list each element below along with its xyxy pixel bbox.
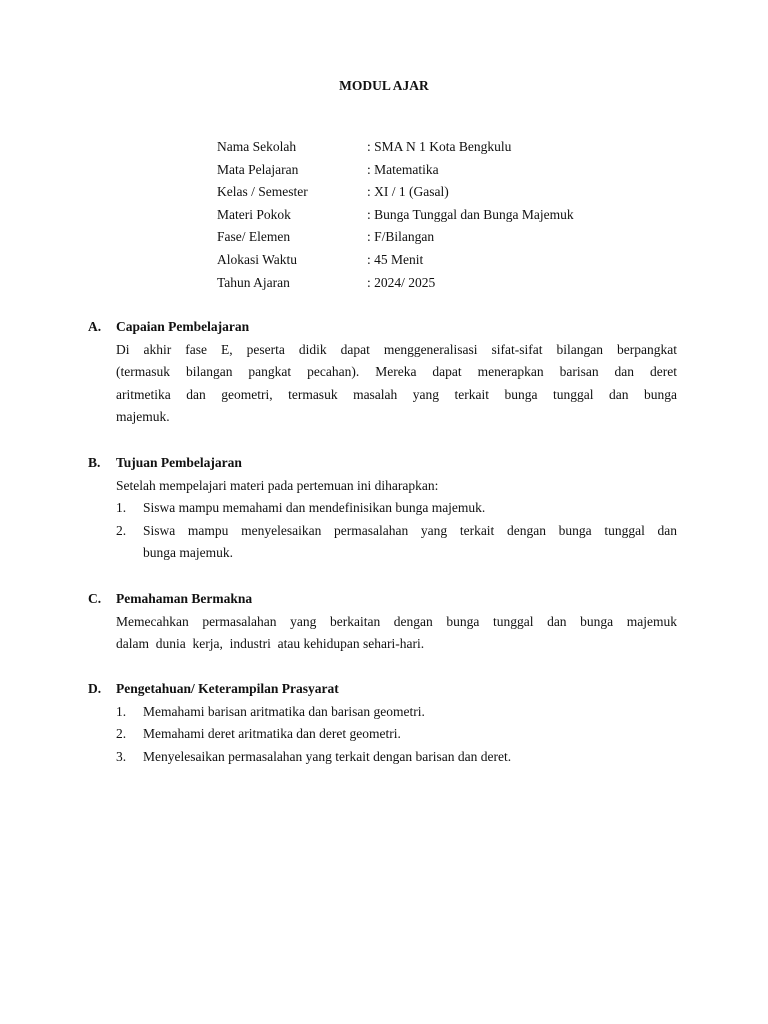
- section-letter: A.: [88, 319, 102, 334]
- section-letter: C.: [88, 591, 102, 606]
- info-value: : 45 Menit: [367, 251, 424, 267]
- list-number: 1.: [116, 500, 127, 516]
- document-title: MODUL AJAR: [339, 78, 429, 93]
- list-line: Siswa mampu menyelesaikan permasalahan yang terkait dengan bunga tunggal dan: [143, 522, 677, 538]
- info-row-subject: [217, 159, 574, 182]
- section-heading: [88, 316, 678, 339]
- paragraph-line: aritmetika dan geometri, termasuk masalah yang terkait bunga tunggal dan bunga: [116, 386, 677, 402]
- list-text: Memahami deret aritmatika dan deret geometri.: [143, 726, 401, 742]
- info-label: Fase/ Elemen: [217, 229, 291, 245]
- info-row-class: [217, 181, 574, 204]
- section-capaian-pembelajaran: [88, 316, 678, 429]
- list-item: [116, 746, 677, 769]
- info-row-year: [217, 272, 574, 295]
- info-value: : Bunga Tunggal dan Bunga Majemuk: [367, 206, 574, 222]
- info-label: Mata Pelajaran: [217, 161, 299, 177]
- list-item: [116, 520, 677, 565]
- info-label: Alokasi Waktu: [217, 251, 298, 267]
- list-line: Siswa mampu memahami dan mendefinisikan bunga majemuk.: [143, 500, 486, 516]
- info-row-topic: [217, 204, 574, 227]
- info-label: Materi Pokok: [217, 206, 291, 222]
- section-title: Pengetahuan/ Keterampilan Prasyarat: [116, 681, 339, 696]
- list-text: Memahami barisan aritmatika dan barisan geometri.: [143, 703, 425, 719]
- info-value: : 2024/ 2025: [367, 274, 436, 290]
- intro-text: Setelah mempelajari materi pada pertemuan ini diharapkan:: [116, 477, 439, 493]
- section-title: Tujuan Pembelajaran: [116, 455, 242, 470]
- list-line: bunga majemuk.: [143, 545, 233, 561]
- section-title: Pemahaman Bermakna: [116, 591, 253, 606]
- list-item: [116, 723, 677, 746]
- list-item: [116, 701, 677, 724]
- info-row-school: [217, 136, 574, 159]
- info-value: : Matematika: [367, 161, 439, 177]
- list-number: 1.: [116, 703, 127, 719]
- info-label: Kelas / Semester: [217, 184, 308, 200]
- section-letter: B.: [88, 455, 101, 470]
- section-pemahaman-bermakna: [88, 588, 678, 656]
- info-label: Nama Sekolah: [217, 139, 297, 154]
- section-heading: [88, 588, 678, 611]
- section-body: [116, 339, 677, 429]
- paragraph-line: Di akhir fase E, peserta didik dapat menggeneralisasi sifat-sifat bilangan berpangkat: [116, 341, 677, 357]
- info-value: : F/Bilangan: [367, 229, 435, 245]
- info-row-time: [217, 249, 574, 272]
- paragraph-line: majemuk.: [116, 409, 170, 425]
- info-table: [217, 136, 574, 294]
- list-text: [143, 520, 677, 565]
- info-value: : XI / 1 (Gasal): [367, 184, 449, 200]
- list-text: Menyelesaikan permasalahan yang terkait dengan barisan dan deret.: [143, 748, 512, 764]
- paragraph-line: dalam dunia kerja, industri atau kehidupan sehari-hari.: [116, 636, 425, 652]
- section-heading: [88, 452, 678, 475]
- section-body: [116, 475, 677, 565]
- section-letter: D.: [88, 681, 102, 696]
- section-pengetahuan-prasyarat: [88, 678, 678, 768]
- paragraph-line: Memecahkan permasalahan yang berkaitan dengan bunga tunggal dan bunga majemuk: [116, 613, 677, 629]
- section-tujuan-pembelajaran: [88, 452, 678, 565]
- section-heading: [88, 678, 678, 701]
- info-label: Tahun Ajaran: [217, 274, 290, 290]
- list-item: [116, 497, 677, 520]
- section-title: Capaian Pembelajaran: [116, 319, 250, 334]
- info-row-phase: [217, 226, 574, 249]
- list-number: 3.: [116, 748, 127, 764]
- list-number: 2.: [116, 726, 127, 742]
- paragraph-line: (termasuk bilangan pangkat pecahan). Mereka dapat menerapkan barisan dan deret: [116, 364, 677, 380]
- list-number: 2.: [116, 522, 127, 538]
- info-value: : SMA N 1 Kota Bengkulu: [367, 139, 512, 154]
- list-text: [143, 497, 677, 520]
- section-body: [116, 701, 677, 769]
- section-body: [116, 611, 677, 656]
